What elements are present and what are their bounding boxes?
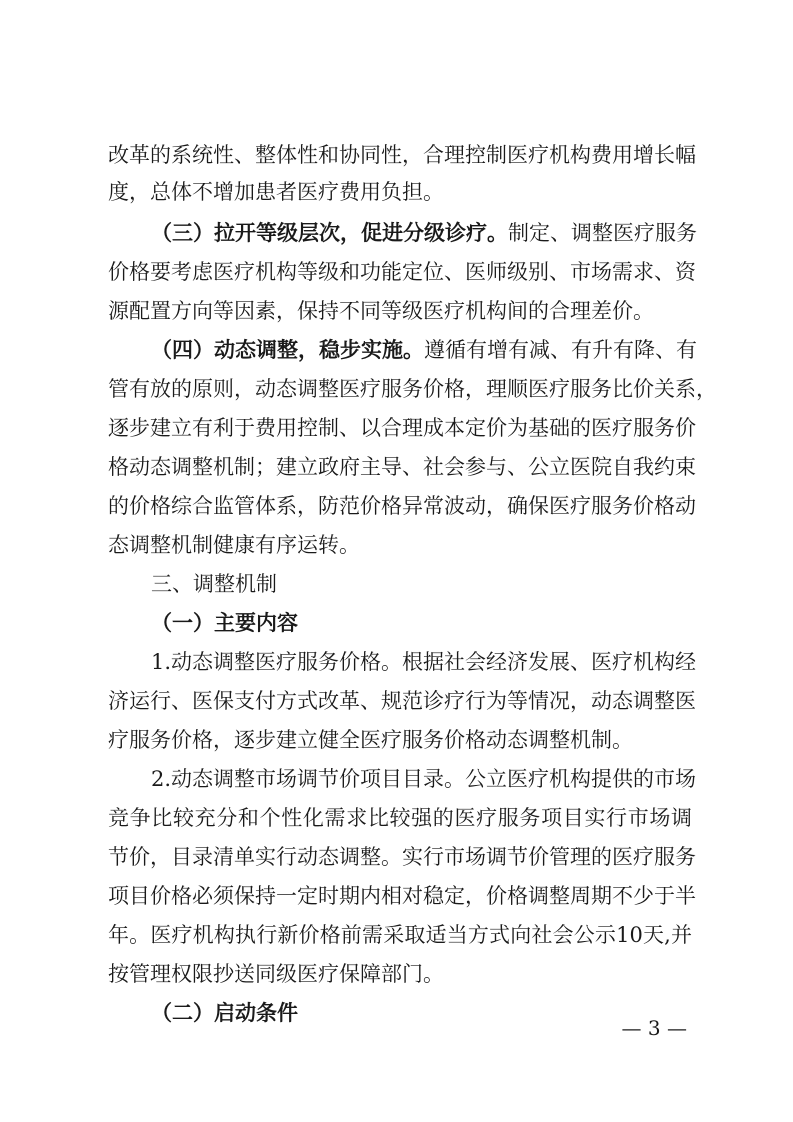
bold-heading: （四）动态调整，稳步实施。 <box>151 338 424 362</box>
text-line: 管有放的原则，动态调整医疗服务价格，理顺医疗服务比价关系， <box>108 377 717 401</box>
text-line: 度，总体不增加患者医疗费用负担。 <box>108 180 444 204</box>
text-line: 源配置方向等因素，保持不同等级医疗机构间的合理差价。 <box>108 299 654 323</box>
text-line: 节价，目录清单实行动态调整。实行市场调节价管理的医疗服务 <box>108 845 696 869</box>
text-line: 的价格综合监管体系，防范价格异常波动，确保医疗服务价格动 <box>108 494 696 518</box>
section-heading: 三、调整机制 <box>151 572 277 596</box>
text-line: 项目价格必须保持一定时期内相对稳定，价格调整周期不少于半 <box>108 884 696 908</box>
text-run: 制定、调整医疗服务 <box>508 221 697 245</box>
text-line: 疗服务价格，逐步建立健全医疗服务价格动态调整机制。 <box>108 728 633 752</box>
subsection-heading: （二）启动条件 <box>151 1001 298 1025</box>
subsection-heading: （一）主要内容 <box>151 611 298 635</box>
text-line: 年。医疗机构执行新价格前需采取适当方式向社会公示10天,并 <box>108 923 692 947</box>
text-line: 格动态调整机制；建立政府主导、社会参与、公立医院自我约束 <box>108 455 696 479</box>
text-line: 价格要考虑医疗机构等级和功能定位、医师级别、市场需求、资 <box>108 260 696 284</box>
text-line: 2.动态调整市场调节价项目目录。公立医疗机构提供的市场 <box>151 767 697 791</box>
text-line: 竞争比较充分和个性化需求比较强的医疗服务项目实行市场调 <box>108 806 692 830</box>
text-line: 态调整机制健康有序运转。 <box>108 533 360 557</box>
text-line: 按管理权限抄送同级医疗保障部门。 <box>108 962 444 986</box>
page-number: — 3 — <box>621 1016 687 1040</box>
text-line: 1.动态调整医疗服务价格。根据社会经济发展、医疗机构经 <box>151 650 697 674</box>
text-line: 逐步建立有利于费用控制、以合理成本定价为基础的医疗服务价 <box>108 416 696 440</box>
paragraph-heading-line <box>151 215 697 251</box>
paragraph-heading-line <box>151 332 697 368</box>
bold-heading: （三）拉开等级层次，促进分级诊疗。 <box>151 221 508 245</box>
text-run: 遵循有增有减、有升有降、有 <box>424 338 697 362</box>
text-line: 济运行、医保支付方式改革、规范诊疗行为等情况，动态调整医 <box>108 689 696 713</box>
text-line: 改革的系统性、整体性和协同性，合理控制医疗机构费用增长幅 <box>108 143 696 167</box>
